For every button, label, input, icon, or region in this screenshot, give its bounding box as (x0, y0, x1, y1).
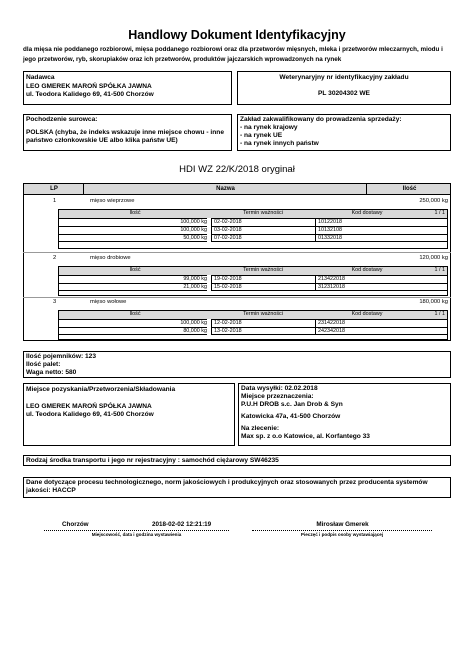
item-subtable (58, 310, 448, 340)
row-code: 213422018 (315, 275, 447, 283)
subheader-expiry: Termin ważności (243, 267, 283, 273)
place-label: Miejsce pozyskania/Przetworzenia/Składowania (26, 386, 176, 393)
item-total: 250,000 kg (419, 198, 448, 204)
row-expiry: 12-02-2018 (211, 319, 315, 327)
signature-line-left (44, 530, 229, 531)
header-divider (83, 183, 84, 195)
subheader-qty: Ilość (129, 311, 141, 317)
row-qty: 100,000 kg (59, 319, 207, 327)
item-lp: 1 (53, 198, 57, 204)
header-name: Nazwa (216, 186, 235, 192)
row-code: 10122018 (315, 218, 447, 226)
destination-address: Katowicka 47a, 41-500 Chorzów (241, 413, 341, 420)
row-qty: 50,000 kg (59, 234, 207, 242)
row-expiry: 13-02-2018 (211, 327, 315, 335)
vet-number: PL 30204302 WE (318, 90, 370, 97)
net-weight: Waga netto: 580 (26, 369, 77, 376)
header-qty: Ilość (402, 186, 417, 192)
item-divider (23, 252, 451, 253)
header-divider (366, 183, 367, 195)
shipment-box (238, 383, 451, 446)
subheader-code: Kod dostawy (351, 210, 383, 216)
row-qty: 99,000 kg (59, 275, 207, 283)
order-value: Max sp. z o.o Katowice, al. Korfantego 33 (241, 433, 370, 440)
hdi-number: HDI WZ 22/K/2018 oryginał (179, 164, 295, 175)
quality-box (23, 477, 451, 498)
subtable-page: 1 / 1 (434, 210, 445, 216)
subheader-code: Kod dostawy (351, 311, 383, 317)
row-expiry: 07-02-2018 (211, 234, 315, 242)
issue-datetime: 2018-02-02 12:21:19 (152, 521, 212, 528)
row-code: 231422018 (315, 319, 447, 327)
row-code: 242342018 (315, 327, 447, 335)
item-lp: 2 (53, 255, 57, 261)
destination-label: Miejsce przeznaczenia: (241, 393, 314, 400)
item-divider (23, 297, 451, 298)
origin-text: POLSKA (chyba, że indeks wskazuje inne miejsce chowu - inne państwo członkowskie UE albo klika państw UE) (26, 129, 224, 145)
origin-label: Pochodzenie surowca: (26, 116, 98, 123)
item-total: 180,000 kg (419, 299, 448, 305)
subtable-page: 1 / 1 (434, 267, 445, 273)
vet-label: Weterynaryjny nr identyfikacyjny zakładu (279, 74, 409, 81)
subheader-expiry: Termin ważności (243, 210, 283, 216)
item-name: mięso drobiowe (90, 255, 131, 261)
sender-name: LEO GMEREK MAROŃ SPÓŁKA JAWNA (26, 83, 152, 90)
row-expiry: 19-02-2018 (211, 275, 315, 283)
issuer-name: Mirosław Gmerek (316, 521, 369, 528)
transport-box (23, 455, 451, 466)
item-name: mięso wieprzowe (90, 198, 135, 204)
vet-box (237, 71, 451, 105)
place-name: LEO GMEREK MAROŃ SPÓŁKA JAWNA (26, 403, 152, 410)
header-lp: LP (50, 186, 58, 192)
subheader-qty: Ilość (129, 267, 141, 273)
shipment-date: Data wysyłki: 02.02.2018 (241, 385, 318, 392)
containers-count: Ilość pojemników: 123 (26, 353, 96, 360)
qualification-item: - na rynek krajowy (240, 124, 298, 131)
sender-box (23, 71, 232, 105)
row-qty: 100,000 kg (59, 226, 207, 234)
quality-text: Dane dotyczące procesu technologicznego, norm jakościowych i produkcyjnych oraz stosowanych przez producenta systemów jakości: HACCP (26, 479, 428, 495)
destination-name: P.U.H DROB s.c. Jan Drob & Syn (241, 401, 343, 408)
place-address: ul. Teodora Kalidego 69, 41-500 Chorzów (26, 411, 154, 418)
row-expiry: 02-02-2018 (211, 218, 315, 226)
row-qty: 100,000 kg (59, 218, 207, 226)
item-name: mięso wołowe (90, 299, 127, 305)
item-total: 120,000 kg (419, 255, 448, 261)
sender-label: Nadawca (26, 74, 55, 81)
subheader-code: Kod dostawy (351, 267, 383, 273)
document-title: Handlowy Dokument Identyfikacyjny (128, 28, 346, 42)
pallets-count: Ilość palet: (26, 361, 61, 368)
origin-box (23, 114, 232, 151)
transport-text: Rodzaj środka transportu i jego nr rejestracyjny : samochód ciężarowy SW46235 (26, 457, 279, 464)
signature-line-right (252, 530, 432, 531)
summary-box (23, 351, 451, 378)
row-code: 312312018 (315, 283, 447, 291)
item-lp: 3 (53, 299, 57, 305)
qualification-label: Zakład zakwalifikowany do prowadzenia sprzedaży: (240, 116, 402, 123)
order-label: Na zlecenie: (241, 425, 280, 432)
subheader-qty: Ilość (129, 210, 141, 216)
place-box (23, 383, 235, 446)
issue-place-caption: Miejscowość, data i godzina wystawienia (91, 532, 182, 537)
sender-address: ul. Teodora Kalidego 69, 41-500 Chorzów (26, 91, 154, 98)
qualification-box (237, 114, 451, 151)
qualification-item: - na rynek innych państw (240, 140, 319, 147)
document-subtitle: dla mięsa nie poddanego rozbiorowi, mięsa poddanego rozbiorowi oraz dla przetworów mięsnych, mleka i przetworów mleczarnych, miodu i jego przetworów, ryb, skorupiaków oraz ich przetworów, produktów jajczarskich wprowadzonych na rynek (23, 46, 443, 63)
qualification-item: - na rynek UE (240, 132, 283, 139)
subheader-expiry: Termin ważności (243, 311, 283, 317)
table-header (23, 183, 451, 195)
subtable-page: 1 / 1 (434, 311, 445, 317)
issuer-caption: Pieczęć i podpis osoby wystawiającej (300, 532, 384, 537)
row-expiry: 15-02-2018 (211, 283, 315, 291)
row-expiry: 03-02-2018 (211, 226, 315, 234)
row-qty: 80,000 kg (59, 327, 207, 335)
issue-place: Chorzów (62, 521, 89, 528)
row-code: 01332018 (315, 234, 447, 242)
row-qty: 21,000 kg (59, 283, 207, 291)
row-code: 10132108 (315, 226, 447, 234)
item-subtable (58, 266, 448, 296)
item-subtable (58, 209, 448, 249)
